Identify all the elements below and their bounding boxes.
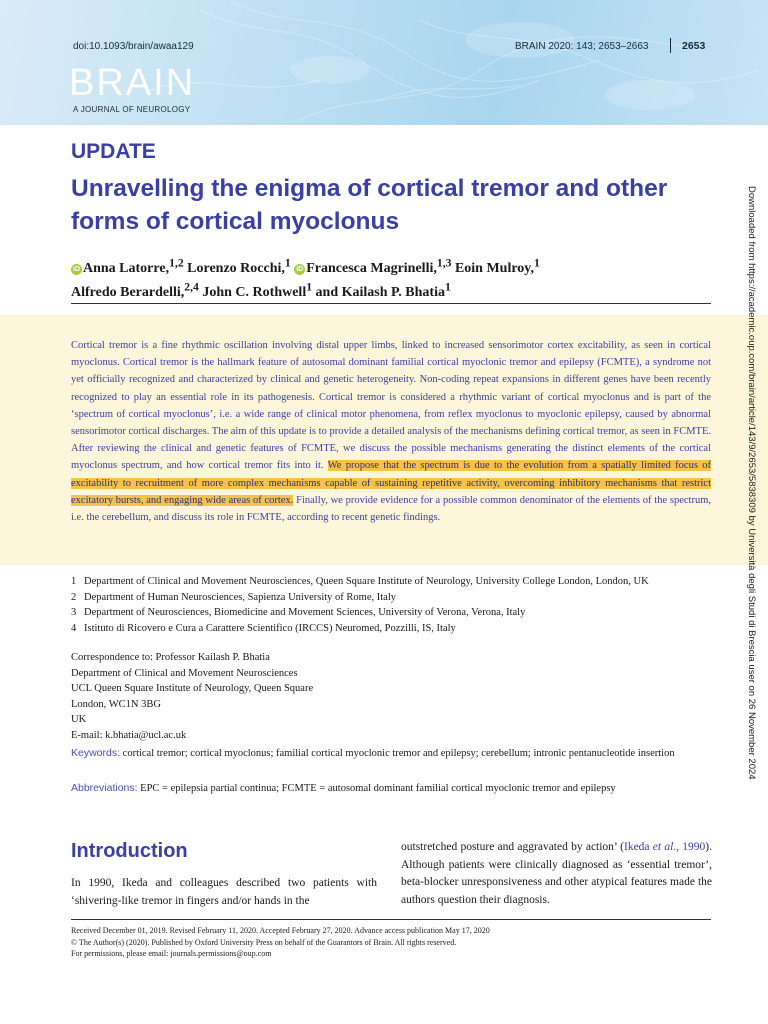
footer-dates: Received December 01, 2019. Revised February 11, 2020. Accepted February 27, 2020. Advance access publication May 17, 2020 <box>71 926 490 935</box>
page-number: 2653 <box>682 40 706 52</box>
abbreviations-text: EPC = epilepsia partial continua; FCMTE = autosomal dominant familial cortical myoclonic tremor and epilepsy <box>140 783 616 794</box>
abbreviations <box>71 780 731 797</box>
correspondence-email[interactable]: E-mail: k.bhatia@ucl.ac.uk <box>71 729 187 741</box>
affiliation-item: 1 Department of Clinical and Movement Neurosciences, Queen Square Institute of Neurology, University College London, London, UK <box>71 576 649 587</box>
abstract-text <box>71 337 711 526</box>
affiliation-item: 3 Department of Neurosciences, Biomedicine and Movement Sciences, University of Verona, Verona, Italy <box>71 607 526 619</box>
affiliation-item: 4 Istituto di Ricovero e Cura a Carattere Scientifico (IRCCS) Neuromed, Pozzilli, IS, Italy <box>71 623 456 635</box>
correspondence-line: Correspondence to: Professor Kailash P. Bhatia <box>71 652 270 663</box>
article-title: Unravelling the enigma of cortical tremor and other forms of cortical myoclonus <box>71 175 668 235</box>
keywords <box>71 745 711 762</box>
author-list <box>71 253 711 302</box>
correspondence-line: UCL Queen Square Institute of Neurology, Queen Square <box>71 683 314 695</box>
journal-banner <box>0 0 768 125</box>
keywords-text: cortical tremor; cortical myoclonus; familial cortical myoclonic tremor and epilepsy; cerebellum; intronic pentanucleotide insertion <box>122 748 675 759</box>
brain-logo-subtitle: A JOURNAL OF NEUROLOGY <box>73 105 191 114</box>
author-entry[interactable]: iD Francesca Magrinelli,$^{1,3}$ <box>296 256 452 276</box>
header-divider <box>670 38 671 53</box>
journal-reference: BRAIN 2020: 143; 2653–2663 <box>515 41 649 52</box>
affiliation-item: 2 Department of Human Neurosciences, Sapienza University of Rome, Italy <box>71 591 396 603</box>
correspondence-line: Department of Clinical and Movement Neurosciences <box>71 667 298 679</box>
footer-copyright: © The Author(s) (2020). Published by Oxford University Press on behalf of the Guarantors of Brain. All rights reserved. <box>71 937 457 947</box>
author-entry[interactable]: John C. Rothwell$^1$ <box>202 280 313 301</box>
author-entry[interactable]: Lorenzo Rocchi,$^1$ <box>187 256 291 276</box>
author-entry[interactable]: Alfredo Berardelli,$^{2,4}$ <box>71 280 199 301</box>
abstract-part: Cortical tremor is a fine rhythmic oscillation involving distal upper limbs, linked to increased sensorimotor cortex excitability, as seen in cortical myoclonus. Cortical tremor is the hallmark feature of autosomal dominant familial cortical myoclonic tremor and epilepsy (FCMTE), a syndrome not yet officially recognized and characterized by clinical and genetic heterogeneity. Non-coding repeat expansions in different genes have been recently recognized to play an essential role in its pathogenesis. Cortical tremor is considered a rhythmic variant of cortical myoclonus and is part of the ‘spectrum of cortical myoclonus’, i.e. a wide range of clinical motor phenomena, from reflex myoclonus to myoclonic epilepsy, caused by abnormal sensorimotor cortical discharges. The aim of this update is to provide a detailed analysis of the mechanisms defining cortical tremor, as seen in FCMTE. After reviewing the clinical and genetic features of FCMTE, we discuss the possible mechanisms generating the distinct elements of the cortical myoclonus spectrum, and how cortical tremor fits into it. <box>71 340 711 472</box>
author-entry[interactable]: Eoin Mulroy,$^1$ <box>454 256 540 276</box>
brain-logo: BRAIN <box>69 62 196 104</box>
doi-link[interactable]: doi:10.1093/brain/awaa129 <box>73 41 194 52</box>
footer-permissions[interactable]: For permissions, please email: journals.permissions@oup.com <box>71 949 272 958</box>
correspondence-line: London, WC1N 3BG <box>71 698 161 710</box>
abstract-highlight[interactable]: We propose that the spectrum is due to the evolution from a spatially limited focus of excitability to recruitment of more complex mechanisms capable of sustaining repetitive activity, overcoming inhibitory mechanisms that restrict excitatory bursts, and engaging wide areas of cortex. <box>71 460 711 506</box>
affiliation-list <box>71 574 721 637</box>
correspondence-block <box>71 650 711 744</box>
author-entry[interactable]: and Kailash P. Bhatia$^1$ <box>315 280 451 301</box>
orcid-icon[interactable]: iD <box>73 265 80 273</box>
correspondence-line: UK <box>71 714 87 726</box>
article-footer <box>71 925 711 960</box>
divider <box>71 303 711 304</box>
orcid-icon[interactable]: iD <box>296 265 304 273</box>
keywords-label: Keywords: <box>71 747 121 759</box>
intro-heading: Introduction <box>71 840 188 862</box>
download-notice: Downloaded from https://academic.oup.com/brain/article/143/9/2653/5838309 by Università degli Studi di Brescia user on 26 November 2024 <box>746 186 757 780</box>
citation-link[interactable]: Ikeda et al., 1990 <box>624 841 706 853</box>
author-entry[interactable]: iD Anna Latorre,$^{1,2}$ <box>73 256 184 276</box>
abstract-part: Finally, we provide evidence for a possible common denominator of the elements of the spectrum, i.e. the cerebellum, and discuss its role in FCMTE, according to recent genetic findings. <box>71 494 711 524</box>
section-label: UPDATE <box>71 140 156 163</box>
footer-divider <box>71 919 711 920</box>
intro-column-right: outstretched posture and aggravated by action’ (Ikeda et al., 1990). Although patients were clinically diagnosed as ‘essential tremor’, beta-blocker unresponsiveness and other atypical features made the authors question their diagnosis. <box>401 841 713 906</box>
abbreviations-label: Abbreviations: <box>71 782 138 794</box>
intro-column-left: In 1990, Ikeda and colleagues described two patients with ‘shivering-like tremor in fingers and/or hands in the <box>71 877 377 907</box>
